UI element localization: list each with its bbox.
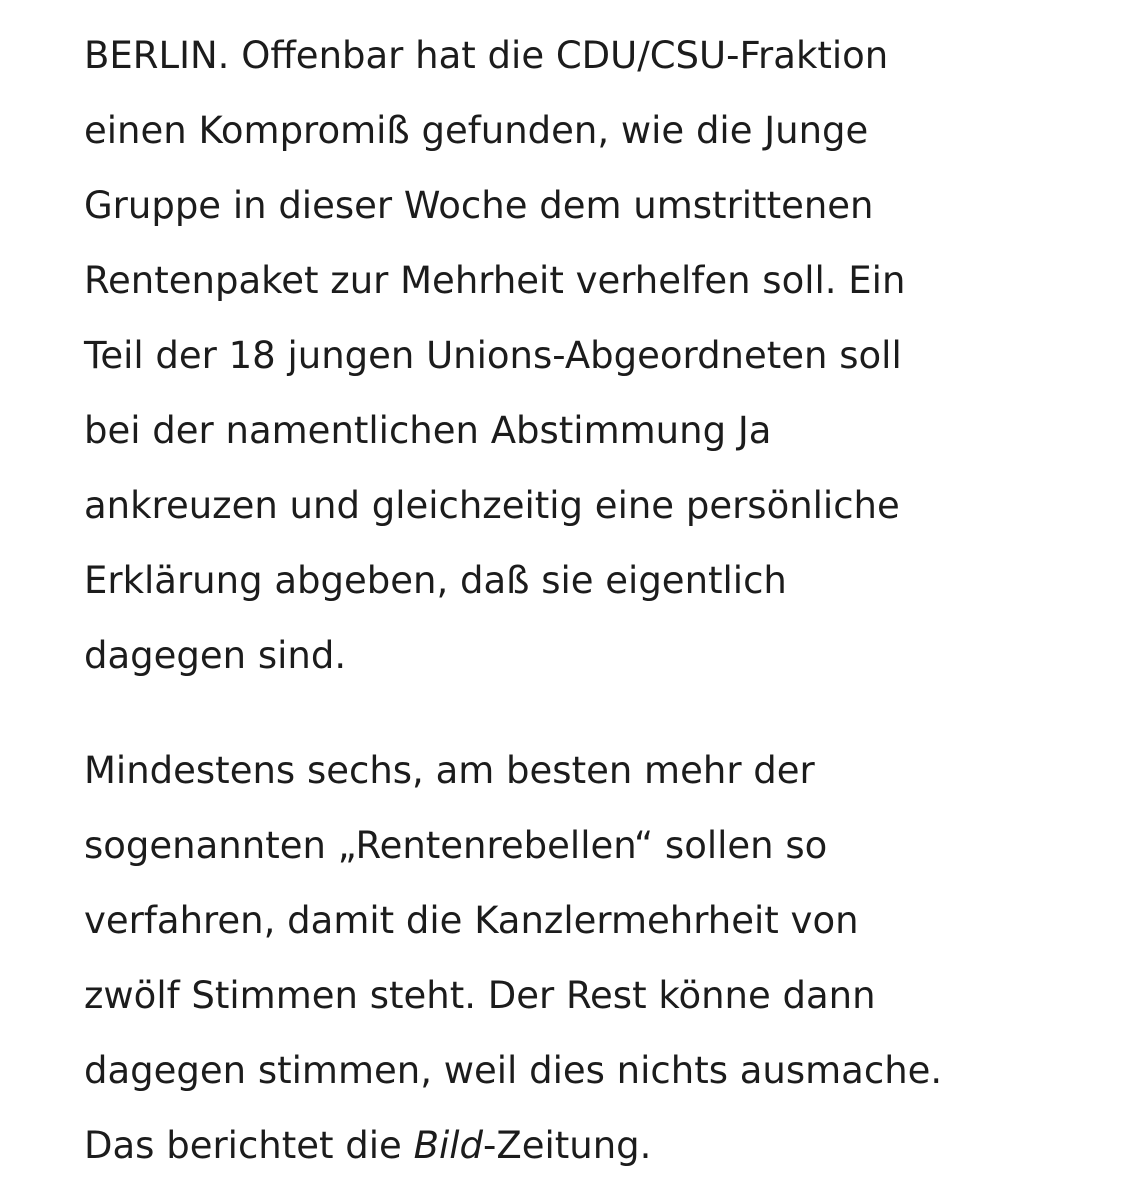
source-name: Bild bbox=[413, 1124, 484, 1167]
paragraph-2-end: -Zeitung. bbox=[483, 1124, 652, 1167]
paragraph-2-text: Mindestens sechs, am besten mehr der sogenannten „Rentenrebellen“ sollen so verfahren, damit die Kanzlermehrheit von zwölf Stimmen steht. Der Rest könne dann dagegen stimmen, weil dies nichts ausmache. Das berichtet die bbox=[84, 749, 943, 1167]
article-body bbox=[84, 18, 1104, 1183]
article-paragraph-2 bbox=[84, 733, 1104, 1183]
article-paragraph-1: BERLIN. Offenbar hat die CDU/CSU-Fraktion einen Kompromiß gefunden, wie die Junge Gruppe in dieser Woche dem umstrittenen Rentenpaket zur Mehrheit verhelfen soll. Ein Teil der 18 jungen Unions-Abgeordneten soll bei der namentlichen Abstimmung Ja ankreuzen und gleichzeitig eine persönliche Erklärung abgeben, daß sie eigentlich dagegen sind. bbox=[84, 34, 906, 677]
